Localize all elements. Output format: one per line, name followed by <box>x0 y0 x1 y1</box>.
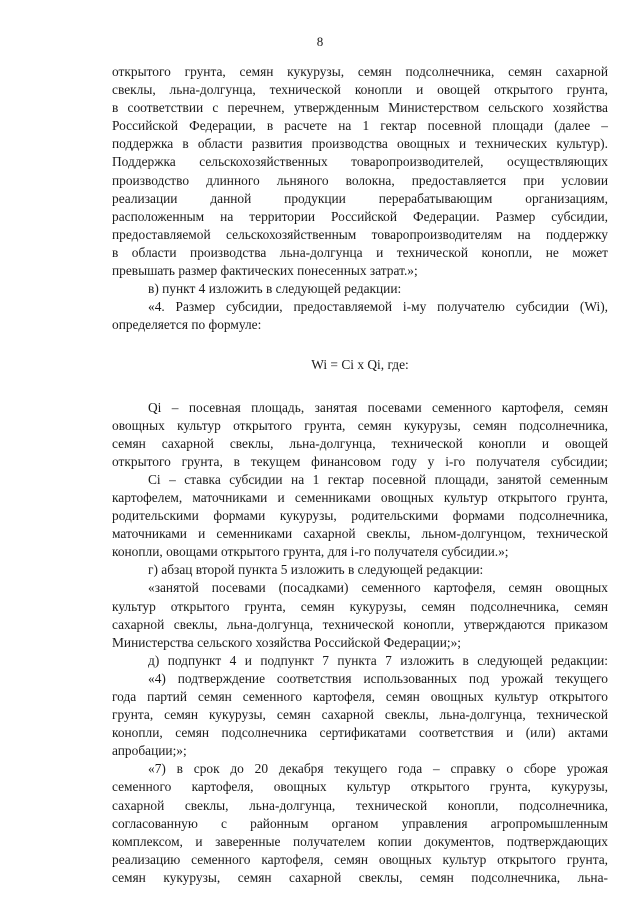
text-line: «занятой посевами (посадками) семенного картофеля, семян овощных <box>148 580 608 596</box>
text-line: реализации данной продукции перерабатывающим организациям, <box>112 190 608 206</box>
text-block-upper <box>112 63 608 334</box>
text-line: предоставляемой сельскохозяйственным товаропроизводителям на поддержку <box>112 226 608 242</box>
text-line: родительскими формами кукурузы, родительскими формами подсолнечника, <box>112 508 608 524</box>
text-line: определяется по формуле: <box>112 317 262 333</box>
text-line: г) абзац второй пункта 5 изложить в следующей редакции: <box>148 562 484 578</box>
page-number: 8 <box>316 34 324 49</box>
text-line: в соответствии с перечнем, утвержденным Министерством сельского хозяйства <box>112 100 608 116</box>
text-line: «7) в срок до 20 декабря текущего года – справку о сборе урожая <box>148 761 608 777</box>
text-line: в) пункт 4 изложить в следующей редакции: <box>148 281 402 297</box>
text-line: маточниками и семенниками сахарной свеклы, льном-долгунцом, технической <box>112 526 608 542</box>
text-line: года партий семян семенного картофеля, семян овощных культур открытого <box>112 689 608 704</box>
text-line: открытого грунта, семян кукурузы, семян подсолнечника, семян сахарной <box>112 64 608 79</box>
text-line: семян кукурузы, семян сахарной свеклы, семян подсолнечника, льна- <box>112 869 608 885</box>
text-line: Qi – посевная площадь, занятая посевами семенного картофеля, семян <box>148 399 608 415</box>
text-line: Поддержка сельскохозяйственных товаропроизводителей, осуществляющих <box>112 154 608 170</box>
text-line: семян сахарной свеклы, льна-долгунца, технической конопли и овощей <box>112 435 608 451</box>
document-body <box>112 63 608 887</box>
text-line: расположенным на территории Российской Федерации. Размер субсидии, <box>112 208 608 224</box>
text-line: Министерства сельского хозяйства Российской Федерации;»; <box>112 634 462 650</box>
text-line: д) подпункт 4 и подпункт 7 пункта 7 изложить в следующей редакции: <box>148 652 608 668</box>
text-line: картофелем, маточниками и семенниками овощных культур открытого грунта, <box>112 489 608 505</box>
text-line: Ci – ставка субсидии на 1 гектар посевной площади, занятой семенным <box>148 471 608 487</box>
text-line: превышать размер фактических понесенных затрат.»; <box>112 263 418 279</box>
text-line: «4. Размер субсидии, предоставляемой i-му получателю субсидии (Wi), <box>148 299 608 315</box>
formula: Wi = Ci x Qi, где: <box>311 357 409 373</box>
text-line: Российской Федерации, в расчете на 1 гектар посевной площади (далее – <box>112 118 608 134</box>
text-line: сахарной свеклы, льна-долгунца, технической конопли, подсолнечника, <box>112 797 608 813</box>
text-line: открытого грунта, в текущем финансовом году у i-го получателя субсидии; <box>112 453 608 469</box>
text-line: конопли, овощами открытого грунта, для i-го получателя субсидии.»; <box>112 544 509 560</box>
text-line: культур открытого грунта, семян кукурузы, семян подсолнечника, семян <box>112 598 608 614</box>
text-line: конопли, семян подсолнечника сертификатами соответствия и (или) актами <box>112 725 608 741</box>
text-line: свеклы, льна-долгунца, технической конопли и овощей открытого грунта, <box>112 82 608 98</box>
text-line: согласованную с районным органом управления агропромышленным <box>112 815 608 831</box>
text-block-lower <box>112 399 608 888</box>
text-line: овощных культур открытого грунта, семян кукурузы, семян подсолнечника, <box>112 417 608 433</box>
text-line: комплексом, и заверенные получателем копии документов, подтверждающих <box>112 833 608 849</box>
text-line: семенного картофеля, овощных культур открытого грунта, кукурузы, <box>112 779 608 795</box>
text-line: поддержка в области развития производства овощных и технических культур). <box>112 136 608 152</box>
text-line: в области производства льна-долгунца и технической конопли, не может <box>112 244 608 260</box>
text-line: производство длинного льняного волокна, предоставляется при условии <box>112 172 608 188</box>
text-line: сахарной свеклы, льна-долгунца, технической конопли, утверждаются приказом <box>112 616 608 632</box>
text-line: «4) подтверждение соответствия использованных под урожай текущего <box>148 670 608 686</box>
text-line: апробации;»; <box>112 743 187 759</box>
text-line: грунта, семян кукурузы, семян сахарной свеклы, льна-долгунца, технической <box>112 707 608 723</box>
text-line: реализацию семенного картофеля, семян овощных культур открытого грунта, <box>112 851 608 867</box>
